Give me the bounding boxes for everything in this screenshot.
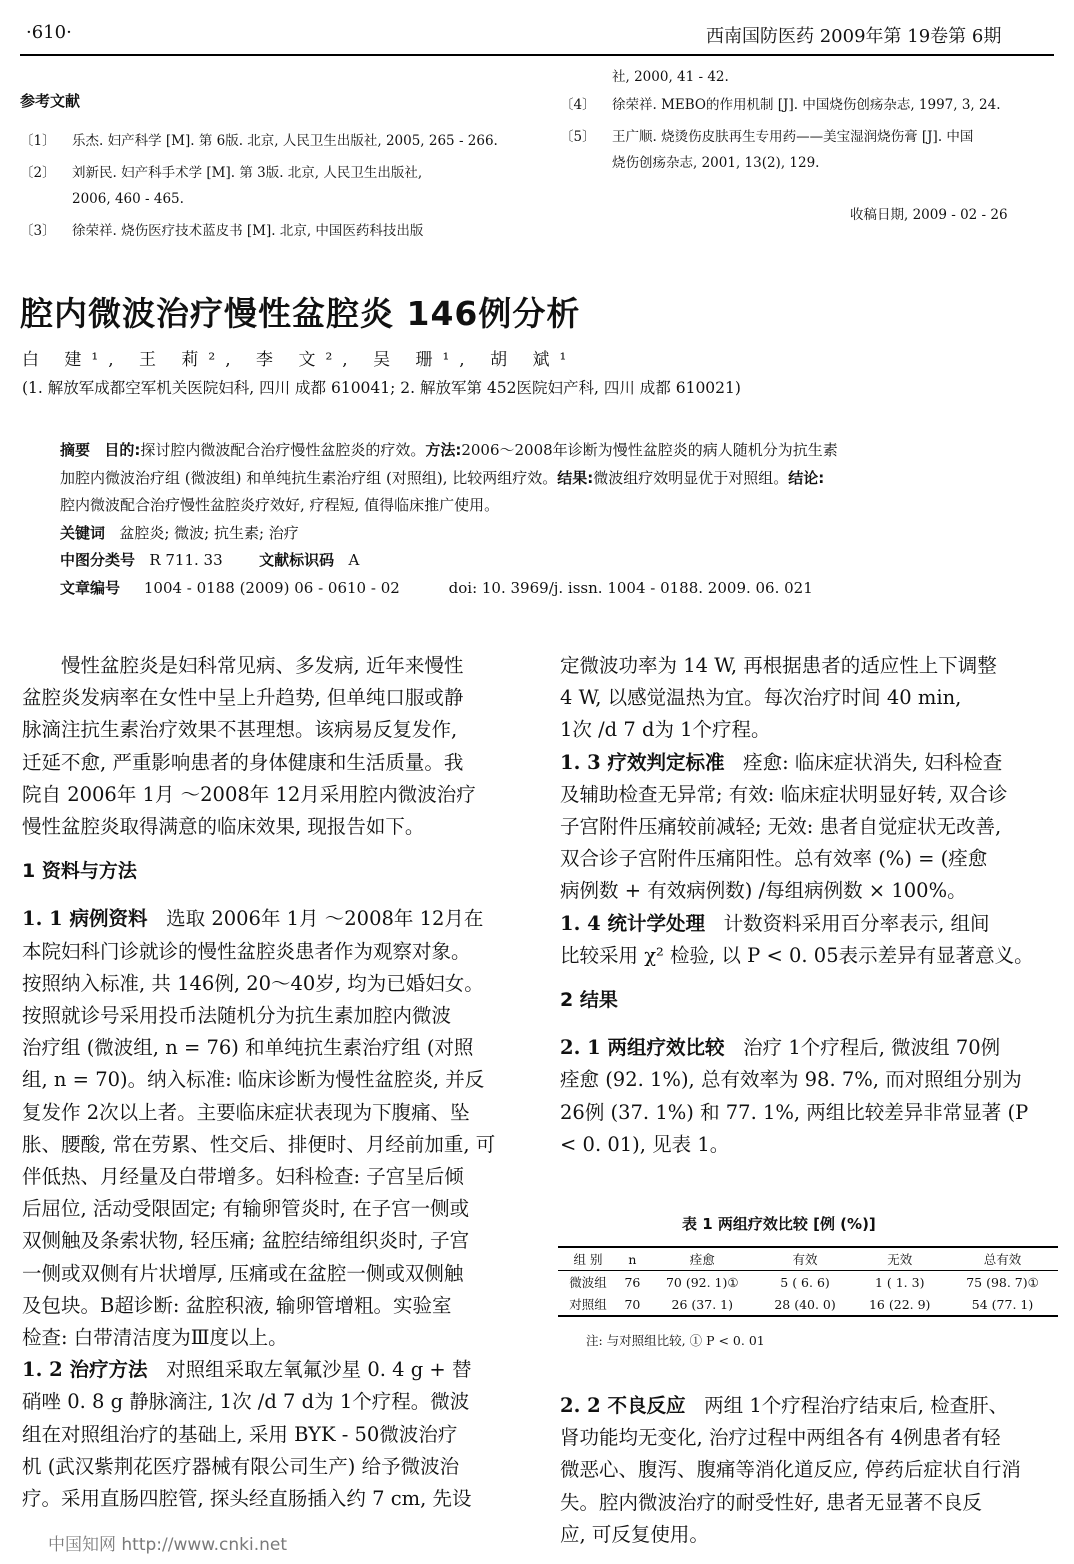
text-line: [22, 811, 518, 843]
text-line: [22, 903, 518, 935]
abstract-result-label: 结果:: [557, 468, 594, 487]
text-line-content: 失。腔内微波治疗的耐受性好, 患者无显著不良反: [560, 1490, 982, 1514]
text-line-content: 复发作 2次以上者。主要临床症状表现为下腹痛、坠: [22, 1100, 470, 1124]
text-line-content: 伴低热、月经量及白带增多。妇科检查: 子宫呈后倾: [22, 1165, 464, 1189]
text-line: [22, 1193, 518, 1225]
text-line-content: 胀、腰酸, 常在劳累、性交后、排便时、月经前加重, 可: [22, 1132, 496, 1156]
table-cell: 16 (22. 9): [852, 1293, 947, 1316]
text-line: [560, 779, 1054, 811]
page-number: ·610·: [26, 22, 72, 43]
header-rule: [20, 54, 1054, 56]
article-number-line: [60, 575, 1040, 603]
references-right: [560, 92, 1060, 182]
table-header-cell: n: [618, 1247, 647, 1271]
text-line: [560, 811, 1054, 843]
abstract-objective-label: 目的:: [104, 441, 141, 459]
table-cell: 76: [624, 1274, 641, 1290]
text-line-content: 应, 可反复使用。: [560, 1522, 709, 1546]
text-line-content: 子宫附件压痛较前减轻; 无效: 患者自觉症状无改善,: [560, 815, 1002, 839]
abstract-line-3: 腔内微波配合治疗慢性盆腔炎疗效好, 疗程短, 值得临床推广使用。: [60, 496, 500, 514]
para-2-1: [560, 1032, 1054, 1161]
table-cell: 70: [618, 1293, 647, 1316]
text-line: [560, 1064, 1054, 1096]
table-row: [558, 1293, 1058, 1316]
abstract-method: 2006～2008年诊断为慢性盆腔炎的病人随机分为抗生素: [461, 441, 838, 459]
references-heading: 参考文献: [20, 92, 81, 110]
text-line: [22, 714, 518, 746]
subsection-heading: 1. 2 治疗方法: [22, 1358, 148, 1382]
reference-number: 〔2〕: [20, 165, 56, 181]
abstract-conclusion-label: 结论:: [788, 468, 825, 487]
para-1-2: [22, 1354, 518, 1515]
text-line-content: 微恶心、腹泻、腹痛等消化道反应, 停药后症状自行消: [560, 1458, 1021, 1482]
doi: doi: 10. 3969/j. issn. 1004 - 0188. 2009. 06. 021: [448, 578, 813, 597]
doc-code-label: 文献标识码: [259, 551, 335, 569]
text-line: [560, 1129, 1054, 1161]
text-line-content: 选取 2006年 1月 ～2008年 12月在: [166, 907, 484, 931]
text-line-content: 按照纳入标准, 共 146例, 20～40岁, 均为已婚妇女。: [22, 971, 484, 995]
abstract-result: 微波组疗效明显优于对照组。: [593, 468, 789, 487]
text-line-content: 后屈位, 活动受限固定; 有输卵管炎时, 在子宫一侧或: [22, 1197, 470, 1221]
text-line-content: 1次 /d 7 d为 1个疗程。: [560, 718, 771, 742]
clc-label: 中图分类号: [60, 551, 136, 569]
article-affiliation: (1. 解放军成都空军机关医院妇科, 四川 成都 610041; 2. 解放军第 452医院妇产科, 四川 成都 610021): [22, 379, 741, 397]
text-line-content: 机 (武汉紫荆花医疗器械有限公司生产) 给予微波治: [22, 1454, 460, 1478]
text-line-content: 及包块。B超诊断: 盆腔积液, 输卵管增粗。实验室: [22, 1293, 452, 1317]
results-table: [558, 1246, 1058, 1317]
text-line-content: 双侧触及条索状物, 轻压痛; 盆腔结缔组织炎时, 子宫: [22, 1229, 470, 1253]
abstract-label: 摘要: [60, 441, 91, 459]
journal-header: 西南国防医药 2009年第 19卷第 6期: [706, 26, 1002, 47]
text-line: [22, 1354, 518, 1386]
table-cell: 54 (77. 1): [947, 1293, 1058, 1316]
table-header-row: [558, 1247, 1058, 1271]
text-line: [560, 714, 1054, 746]
text-line: [22, 1419, 518, 1451]
text-line: [560, 908, 1054, 940]
reference-line: 徐荣祥. 烧伤医疗技术蓝皮书 [M]. 北京, 中国医药科技出版: [72, 223, 424, 239]
references-left: [20, 128, 530, 248]
keywords: 盆腔炎; 微波; 抗生素; 治疗: [119, 523, 299, 542]
text-line: [22, 747, 518, 779]
para-2-2: [560, 1390, 1054, 1551]
text-line-content: 痊愈 (92. 1%), 总有效率为 98. 7%, 而对照组分别为: [560, 1068, 1022, 1092]
text-line-content: 迁延不愈, 严重影响患者的身体健康和生活质量。我: [22, 750, 464, 774]
reference-line: 刘新民. 妇产科手术学 [M]. 第 3版. 北京, 人民卫生出版社,: [72, 165, 423, 181]
article-no-label: 文章编号: [60, 578, 121, 597]
text-line-content: 盆腔炎发病率在女性中呈上升趋势, 但单纯口服或静: [22, 686, 464, 710]
text-line-content: 对照组采取左氧氟沙星 0. 4 g + 替: [166, 1358, 472, 1382]
reference-continuation: 社, 2000, 41 - 42.: [612, 69, 729, 85]
text-line-content: 硝唑 0. 8 g 静脉滴注, 1次 /d 7 d为 1个疗程。微波: [22, 1390, 470, 1414]
text-line: [22, 779, 518, 811]
text-line: [560, 940, 1054, 972]
text-line: [22, 1000, 518, 1032]
abstract-objective: 探讨腔内微波配合治疗慢性盆腔炎的疗效。: [140, 441, 426, 459]
subsection-heading: 1. 4 统计学处理: [560, 911, 706, 935]
text-line: [560, 1487, 1054, 1519]
text-line: [22, 1225, 518, 1257]
text-line-content: 检查: 白带清洁度为Ⅲ度以上。: [22, 1326, 288, 1350]
text-line: [560, 747, 1054, 779]
text-line-content: 一侧或双侧有片状增厚, 压痛或在盆腔一侧或双侧触: [22, 1261, 464, 1285]
text-line: [560, 1390, 1054, 1422]
text-line: [560, 843, 1054, 875]
text-line-content: 定微波功率为 14 W, 再根据患者的适应性上下调整: [560, 654, 997, 677]
doc-code: A: [348, 551, 360, 569]
intro-paragraph: [22, 650, 518, 843]
cnki-watermark: 中国知网 http://www.cnki.net: [48, 1535, 288, 1555]
abstract: [60, 437, 1040, 602]
table-header-cell: 组 别: [558, 1247, 618, 1271]
table-cell: 5 ( 6. 6): [780, 1274, 830, 1290]
table-cell: 75 (98. 7)①: [966, 1274, 1039, 1290]
text-line: [22, 1064, 518, 1096]
article-title: 腔内微波治疗慢性盆腔炎 146例分析: [20, 294, 581, 333]
table-header-cell: 无效: [852, 1247, 947, 1271]
text-line-content: 肾功能均无变化, 治疗过程中两组各有 4例患者有轻: [560, 1426, 1001, 1450]
para-1-3: [560, 747, 1054, 908]
right-column: [560, 650, 1054, 1161]
text-line: [22, 968, 518, 1000]
text-line: [560, 1097, 1054, 1129]
text-line: [560, 1519, 1054, 1551]
keywords-line: [60, 520, 1040, 548]
text-line-content: 两组 1个疗程治疗结束后, 检查肝、: [704, 1394, 1009, 1417]
table-cell: 对照组: [558, 1293, 618, 1316]
text-line-content: 按照就诊号采用投币法随机分为抗生素加腔内微波: [22, 1004, 452, 1028]
text-line-content: 组, n = 70)。纳入标准: 临床诊断为慢性盆腔炎, 并反: [22, 1068, 485, 1092]
text-line-content: 病例数 + 有效病例数) /每组病例数 × 100%。: [560, 879, 967, 903]
reference-line: 王广顺. 烧烫伤皮肤再生专用药——美宝湿润烧伤膏 [J]. 中国: [612, 129, 974, 145]
subsection-heading: 2. 1 两组疗效比较: [560, 1036, 725, 1060]
text-line: [22, 1290, 518, 1322]
reference-number: 〔4〕: [560, 97, 596, 113]
text-line: [22, 1129, 518, 1161]
reference-line: 乐杰. 妇产科学 [M]. 第 6版. 北京, 人民卫生出版社, 2005, 265 - 266.: [72, 133, 498, 149]
text-line-content: 计数资料采用百分率表示, 组间: [723, 911, 990, 935]
text-line: [22, 682, 518, 714]
text-line: [560, 682, 1054, 714]
article-no: 1004 - 0188 (2009) 06 - 0610 - 02: [143, 578, 400, 597]
text-line-content: 4 W, 以感觉温热为宜。每次治疗时间 40 min,: [560, 686, 962, 710]
text-line-content: 26例 (37. 1%) 和 77. 1%, 两组比较差异非常显著 (P: [560, 1100, 1029, 1124]
text-line: [22, 1258, 518, 1290]
text-line: [22, 1032, 518, 1064]
table-cell: 28 (40. 0): [758, 1293, 853, 1316]
text-line-content: 疗。采用直肠四腔管, 探头经直肠插入约 7 cm, 先设: [22, 1487, 472, 1511]
para-1-4: [560, 908, 1054, 972]
para-1-1: [22, 903, 518, 1354]
table-row: [558, 1271, 1058, 1294]
reference-number: 〔5〕: [560, 129, 596, 145]
text-line-content: 组在对照组治疗的基础上, 采用 BYK - 50微波治疗: [22, 1422, 458, 1446]
table-cell: 26 (37. 1): [647, 1293, 758, 1316]
reference-line: 烧伤创疡杂志, 2001, 13(2), 129.: [612, 155, 820, 171]
section-2-heading: 2 结果: [560, 989, 618, 1012]
abstract-line-1: [60, 437, 1040, 465]
text-line-content: 本院妇科门诊就诊的慢性盆腔炎患者作为观察对象。: [22, 939, 471, 963]
text-line-content: 治疗组 (微波组, n = 76) 和单纯抗生素治疗组 (对照: [22, 1036, 474, 1060]
text-line: [560, 1032, 1054, 1064]
text-line: [22, 1483, 518, 1515]
text-line: [560, 875, 1054, 907]
text-line-content: 痊愈: 临床症状消失, 妇科检查: [743, 750, 1003, 774]
text-line: [560, 1454, 1054, 1486]
reference-line: 徐荣祥. MEBO的作用机制 [J]. 中国烧伤创疡杂志, 1997, 3, 24.: [612, 97, 1001, 113]
reference-number: 〔3〕: [20, 223, 56, 239]
text-line-content: < 0. 01), 见表 1。: [560, 1132, 730, 1156]
table-header-cell: 痊愈: [647, 1247, 758, 1271]
table-cell: 1 ( 1. 3): [874, 1274, 925, 1290]
keywords-label: 关键词: [60, 523, 106, 542]
text-line: [22, 1097, 518, 1129]
text-line: [560, 650, 1054, 682]
abstract-line-2: [60, 465, 1040, 493]
text-line-content: 治疗 1个疗程后, 微波组 70例: [743, 1036, 1001, 1060]
text-line: [22, 1322, 518, 1354]
text-line-content: 脉滴注抗生素治疗效果不甚理想。该病易反复发作,: [22, 718, 458, 742]
reference-line: 2006, 460 - 465.: [72, 191, 184, 207]
section-1-heading: 1 资料与方法: [22, 860, 137, 883]
table-header-cell: 有效: [758, 1247, 853, 1271]
abstract-method-cont: 加腔内微波治疗组 (微波组) 和单纯抗生素治疗组 (对照组), 比较两组疗效。: [60, 468, 558, 487]
text-line: [22, 1386, 518, 1418]
text-line: [22, 936, 518, 968]
table-cell: 微波组: [569, 1275, 607, 1290]
table-cell: 70 (92. 1)①: [665, 1274, 739, 1290]
reference-number: 〔1〕: [20, 133, 56, 149]
text-line: [560, 1422, 1054, 1454]
text-line: [22, 1161, 518, 1193]
article-authors: 白 建¹, 王 莉², 李 文², 吴 珊¹, 胡 斌¹: [22, 350, 577, 370]
text-line-content: 比较采用 χ² 检验, 以 P < 0. 05表示差异有显著意义。: [560, 943, 1034, 967]
text-line-content: 慢性盆腔炎取得满意的临床效果, 现报告如下。: [22, 815, 425, 839]
subsection-heading: 1. 3 疗效判定标准: [560, 750, 725, 774]
subsection-heading: 2. 2 不良反应: [560, 1394, 686, 1417]
table-header-cell: 总有效: [947, 1247, 1058, 1271]
abstract-method-label: 方法:: [425, 441, 462, 459]
left-column: [22, 650, 518, 1515]
clc-value: R 711. 33: [149, 551, 223, 569]
text-line-content: 院自 2006年 1月 ～2008年 12月采用腔内微波治疗: [22, 782, 476, 806]
method-continuation: [560, 650, 1054, 747]
text-line: [22, 650, 518, 682]
table-caption: 表 1 两组疗效比较 [例 (%)]: [682, 1215, 876, 1233]
subsection-heading: 1. 1 病例资料: [22, 907, 148, 931]
text-line: [22, 1451, 518, 1483]
classification-line: [60, 547, 1040, 575]
table-note: 注: 与对照组比较, ① P < 0. 01: [586, 1333, 765, 1348]
text-line-content: 双合诊子宫附件压痛阳性。总有效率 (%) = (痊愈: [560, 847, 988, 871]
text-line-content: 慢性盆腔炎是妇科常见病、多发病, 近年来慢性: [61, 654, 464, 677]
received-date: 收稿日期, 2009 - 02 - 26: [850, 207, 1008, 223]
text-line-content: 及辅助检查无异常; 有效: 临床症状明显好转, 双合诊: [560, 782, 1008, 806]
